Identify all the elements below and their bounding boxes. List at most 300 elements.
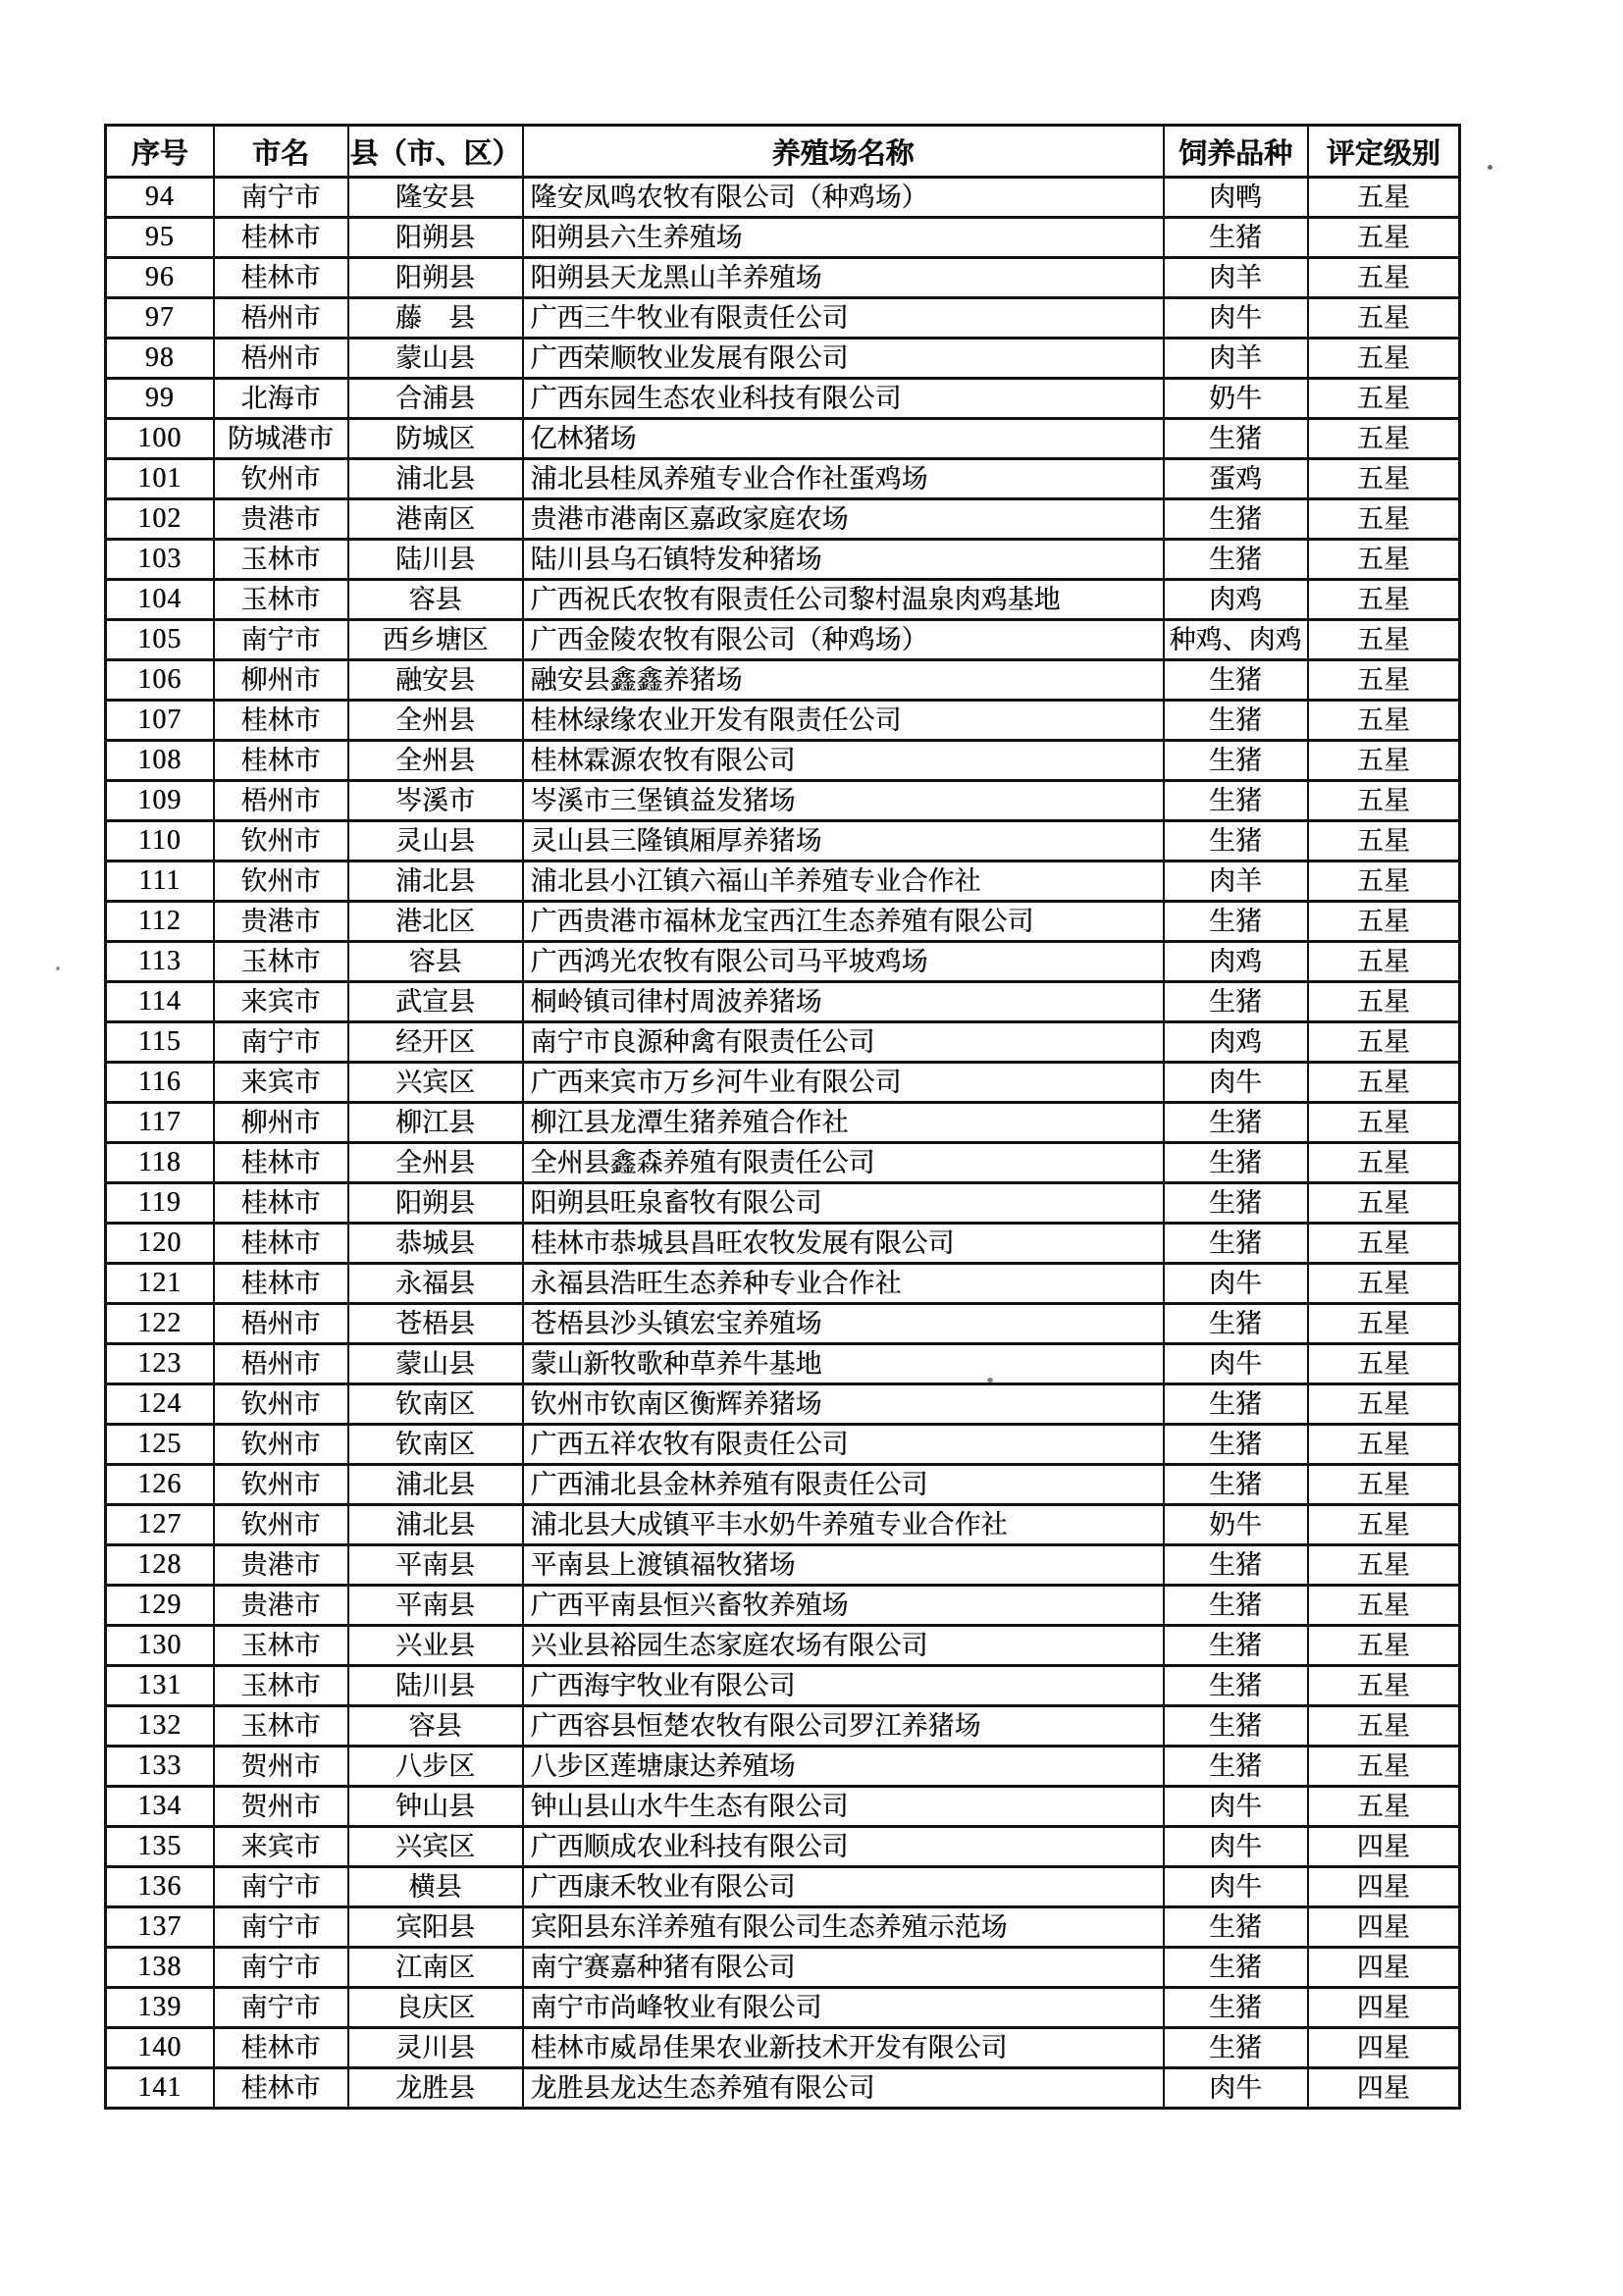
seq-cell: 130 xyxy=(106,1626,214,1666)
seq-cell: 101 xyxy=(106,459,214,499)
farm-name-cell: 隆安凤鸣农牧有限公司（种鸡场） xyxy=(523,178,1164,218)
farm-name-cell: 桐岭镇司律村周波养猪场 xyxy=(523,982,1164,1022)
county-cell: 蒙山县 xyxy=(348,1344,523,1384)
col-header-species: 饲养品种 xyxy=(1164,126,1308,178)
rating-cell: 五星 xyxy=(1308,1666,1460,1706)
species-cell: 生猪 xyxy=(1164,1626,1308,1666)
species-cell: 生猪 xyxy=(1164,1907,1308,1948)
seq-cell: 94 xyxy=(106,178,214,218)
county-cell: 全州县 xyxy=(348,701,523,741)
seq-cell: 97 xyxy=(106,298,214,339)
seq-cell: 95 xyxy=(106,218,214,258)
rating-cell: 五星 xyxy=(1308,1425,1460,1465)
rating-cell: 五星 xyxy=(1308,781,1460,821)
county-cell: 八步区 xyxy=(348,1747,523,1787)
farm-name-cell: 钦州市钦南区衡辉养猪场 xyxy=(523,1384,1164,1425)
table-row xyxy=(106,1787,1460,1827)
county-cell: 岑溪市 xyxy=(348,781,523,821)
farm-name-cell: 阳朔县旺泉畜牧有限公司 xyxy=(523,1183,1164,1224)
city-cell: 梧州市 xyxy=(214,1304,348,1344)
species-cell: 生猪 xyxy=(1164,2028,1308,2068)
farm-name-cell: 岑溪市三堡镇益发猪场 xyxy=(523,781,1164,821)
seq-cell: 103 xyxy=(106,540,214,580)
rating-cell: 五星 xyxy=(1308,1545,1460,1586)
species-cell: 肉鸡 xyxy=(1164,942,1308,982)
species-cell: 生猪 xyxy=(1164,1747,1308,1787)
farm-name-cell: 广西东园生态农业科技有限公司 xyxy=(523,379,1164,419)
rating-cell: 五星 xyxy=(1308,1626,1460,1666)
species-cell: 肉牛 xyxy=(1164,2068,1308,2109)
seq-cell: 100 xyxy=(106,419,214,459)
species-cell: 奶牛 xyxy=(1164,379,1308,419)
rating-cell: 五星 xyxy=(1308,298,1460,339)
seq-cell: 111 xyxy=(106,861,214,902)
city-cell: 桂林市 xyxy=(214,2068,348,2109)
farm-name-cell: 蒙山新牧歌种草养牛基地 xyxy=(523,1344,1164,1384)
county-cell: 浦北县 xyxy=(348,459,523,499)
table-header-row xyxy=(106,126,1460,178)
table-row xyxy=(106,2028,1460,2068)
farm-rating-table xyxy=(104,124,1461,2110)
county-cell: 全州县 xyxy=(348,1143,523,1183)
table-row xyxy=(106,1344,1460,1384)
rating-cell: 五星 xyxy=(1308,339,1460,379)
farm-name-cell: 浦北县大成镇平丰水奶牛养殖专业合作社 xyxy=(523,1505,1164,1545)
county-cell: 钟山县 xyxy=(348,1787,523,1827)
scan-speck xyxy=(1488,165,1492,170)
table-row xyxy=(106,1465,1460,1505)
seq-cell: 124 xyxy=(106,1384,214,1425)
rating-cell: 五星 xyxy=(1308,1787,1460,1827)
species-cell: 生猪 xyxy=(1164,1948,1308,1988)
table-row xyxy=(106,258,1460,298)
rating-cell: 四星 xyxy=(1308,1948,1460,1988)
city-cell: 柳州市 xyxy=(214,660,348,701)
rating-cell: 五星 xyxy=(1308,1465,1460,1505)
farm-name-cell: 广西容县恒楚农牧有限公司罗江养猪场 xyxy=(523,1706,1164,1747)
table-row xyxy=(106,2068,1460,2109)
col-header-rating: 评定级别 xyxy=(1308,126,1460,178)
county-cell: 陆川县 xyxy=(348,1666,523,1706)
table-row xyxy=(106,1103,1460,1143)
rating-cell: 四星 xyxy=(1308,1867,1460,1907)
col-header-county: 县（市、区） xyxy=(348,126,523,178)
county-cell: 龙胜县 xyxy=(348,2068,523,2109)
city-cell: 玉林市 xyxy=(214,1666,348,1706)
farm-name-cell: 阳朔县六生养殖场 xyxy=(523,218,1164,258)
table-row xyxy=(106,298,1460,339)
county-cell: 阳朔县 xyxy=(348,258,523,298)
species-cell: 生猪 xyxy=(1164,1304,1308,1344)
rating-cell: 五星 xyxy=(1308,1706,1460,1747)
county-cell: 合浦县 xyxy=(348,379,523,419)
farm-name-cell: 桂林霖源农牧有限公司 xyxy=(523,741,1164,781)
county-cell: 永福县 xyxy=(348,1264,523,1304)
farm-name-cell: 宾阳县东洋养殖有限公司生态养殖示范场 xyxy=(523,1907,1164,1948)
city-cell: 贵港市 xyxy=(214,499,348,540)
seq-cell: 114 xyxy=(106,982,214,1022)
seq-cell: 125 xyxy=(106,1425,214,1465)
city-cell: 梧州市 xyxy=(214,339,348,379)
rating-cell: 五星 xyxy=(1308,1022,1460,1063)
table-row xyxy=(106,982,1460,1022)
city-cell: 钦州市 xyxy=(214,821,348,861)
species-cell: 生猪 xyxy=(1164,781,1308,821)
table-row xyxy=(106,379,1460,419)
rating-cell: 五星 xyxy=(1308,459,1460,499)
species-cell: 肉牛 xyxy=(1164,298,1308,339)
county-cell: 港南区 xyxy=(348,499,523,540)
county-cell: 兴业县 xyxy=(348,1626,523,1666)
county-cell: 兴宾区 xyxy=(348,1827,523,1867)
seq-cell: 96 xyxy=(106,258,214,298)
rating-cell: 五星 xyxy=(1308,258,1460,298)
table-row xyxy=(106,1425,1460,1465)
city-cell: 桂林市 xyxy=(214,258,348,298)
county-cell: 经开区 xyxy=(348,1022,523,1063)
farm-name-cell: 平南县上渡镇福牧猪场 xyxy=(523,1545,1164,1586)
table-row xyxy=(106,419,1460,459)
seq-cell: 141 xyxy=(106,2068,214,2109)
species-cell: 肉鸭 xyxy=(1164,178,1308,218)
seq-cell: 118 xyxy=(106,1143,214,1183)
seq-cell: 122 xyxy=(106,1304,214,1344)
farm-name-cell: 龙胜县龙达生态养殖有限公司 xyxy=(523,2068,1164,2109)
species-cell: 生猪 xyxy=(1164,660,1308,701)
farm-name-cell: 南宁市良源种禽有限责任公司 xyxy=(523,1022,1164,1063)
seq-cell: 123 xyxy=(106,1344,214,1384)
city-cell: 钦州市 xyxy=(214,1505,348,1545)
seq-cell: 138 xyxy=(106,1948,214,1988)
farm-name-cell: 陆川县乌石镇特发种猪场 xyxy=(523,540,1164,580)
county-cell: 陆川县 xyxy=(348,540,523,580)
city-cell: 梧州市 xyxy=(214,1344,348,1384)
farm-name-cell: 灵山县三隆镇厢厚养猪场 xyxy=(523,821,1164,861)
farm-name-cell: 广西荣顺牧业发展有限公司 xyxy=(523,339,1164,379)
county-cell: 浦北县 xyxy=(348,861,523,902)
table-row xyxy=(106,218,1460,258)
rating-cell: 五星 xyxy=(1308,1747,1460,1787)
species-cell: 种鸡、肉鸡 xyxy=(1164,620,1308,660)
farm-name-cell: 广西浦北县金林养殖有限责任公司 xyxy=(523,1465,1164,1505)
county-cell: 阳朔县 xyxy=(348,218,523,258)
seq-cell: 98 xyxy=(106,339,214,379)
table-row xyxy=(106,1545,1460,1586)
city-cell: 来宾市 xyxy=(214,1063,348,1103)
table-row xyxy=(106,580,1460,620)
seq-cell: 137 xyxy=(106,1907,214,1948)
county-cell: 武宣县 xyxy=(348,982,523,1022)
farm-name-cell: 亿林猪场 xyxy=(523,419,1164,459)
county-cell: 横县 xyxy=(348,1867,523,1907)
table-row xyxy=(106,1988,1460,2028)
city-cell: 桂林市 xyxy=(214,1224,348,1264)
city-cell: 南宁市 xyxy=(214,1988,348,2028)
city-cell: 桂林市 xyxy=(214,1143,348,1183)
farm-name-cell: 阳朔县天龙黑山羊养殖场 xyxy=(523,258,1164,298)
farm-name-cell: 永福县浩旺生态养种专业合作社 xyxy=(523,1264,1164,1304)
seq-cell: 135 xyxy=(106,1827,214,1867)
city-cell: 玉林市 xyxy=(214,580,348,620)
farm-name-cell: 广西三牛牧业有限责任公司 xyxy=(523,298,1164,339)
farm-name-cell: 融安县鑫鑫养猪场 xyxy=(523,660,1164,701)
seq-cell: 115 xyxy=(106,1022,214,1063)
county-cell: 苍梧县 xyxy=(348,1304,523,1344)
table-row xyxy=(106,741,1460,781)
seq-cell: 110 xyxy=(106,821,214,861)
county-cell: 良庆区 xyxy=(348,1988,523,2028)
table-row xyxy=(106,1827,1460,1867)
table-row xyxy=(106,1626,1460,1666)
farm-name-cell: 广西平南县恒兴畜牧养殖场 xyxy=(523,1586,1164,1626)
rating-cell: 五星 xyxy=(1308,660,1460,701)
seq-cell: 105 xyxy=(106,620,214,660)
city-cell: 贺州市 xyxy=(214,1787,348,1827)
farm-name-cell: 广西五祥农牧有限责任公司 xyxy=(523,1425,1164,1465)
city-cell: 钦州市 xyxy=(214,1465,348,1505)
city-cell: 钦州市 xyxy=(214,459,348,499)
rating-cell: 五星 xyxy=(1308,1384,1460,1425)
seq-cell: 127 xyxy=(106,1505,214,1545)
col-header-city: 市名 xyxy=(214,126,348,178)
farm-name-cell: 广西鸿光农牧有限公司马平坡鸡场 xyxy=(523,942,1164,982)
rating-cell: 五星 xyxy=(1308,982,1460,1022)
table-row xyxy=(106,499,1460,540)
seq-cell: 139 xyxy=(106,1988,214,2028)
col-header-seq: 序号 xyxy=(106,126,214,178)
table-row xyxy=(106,459,1460,499)
rating-cell: 五星 xyxy=(1308,419,1460,459)
rating-cell: 五星 xyxy=(1308,942,1460,982)
farm-name-cell: 广西金陵农牧有限公司（种鸡场） xyxy=(523,620,1164,660)
rating-cell: 五星 xyxy=(1308,1143,1460,1183)
farm-name-cell: 桂林市恭城县昌旺农牧发展有限公司 xyxy=(523,1224,1164,1264)
table-row xyxy=(106,701,1460,741)
species-cell: 肉鸡 xyxy=(1164,580,1308,620)
farm-name-cell: 南宁赛嘉种猪有限公司 xyxy=(523,1948,1164,1988)
table-row xyxy=(106,1867,1460,1907)
species-cell: 肉牛 xyxy=(1164,1264,1308,1304)
city-cell: 来宾市 xyxy=(214,982,348,1022)
rating-cell: 五星 xyxy=(1308,1344,1460,1384)
rating-cell: 五星 xyxy=(1308,1304,1460,1344)
table-row xyxy=(106,1022,1460,1063)
rating-cell: 五星 xyxy=(1308,1063,1460,1103)
seq-cell: 126 xyxy=(106,1465,214,1505)
species-cell: 生猪 xyxy=(1164,1988,1308,2028)
city-cell: 钦州市 xyxy=(214,861,348,902)
city-cell: 桂林市 xyxy=(214,2028,348,2068)
city-cell: 梧州市 xyxy=(214,298,348,339)
city-cell: 桂林市 xyxy=(214,1183,348,1224)
city-cell: 玉林市 xyxy=(214,1626,348,1666)
city-cell: 梧州市 xyxy=(214,781,348,821)
county-cell: 钦南区 xyxy=(348,1425,523,1465)
species-cell: 肉鸡 xyxy=(1164,1022,1308,1063)
city-cell: 来宾市 xyxy=(214,1827,348,1867)
species-cell: 蛋鸡 xyxy=(1164,459,1308,499)
species-cell: 生猪 xyxy=(1164,1384,1308,1425)
species-cell: 生猪 xyxy=(1164,982,1308,1022)
farm-name-cell: 八步区莲塘康达养殖场 xyxy=(523,1747,1164,1787)
table-row xyxy=(106,178,1460,218)
city-cell: 桂林市 xyxy=(214,218,348,258)
seq-cell: 120 xyxy=(106,1224,214,1264)
species-cell: 生猪 xyxy=(1164,1425,1308,1465)
species-cell: 肉羊 xyxy=(1164,339,1308,379)
farm-name-cell: 广西海宇牧业有限公司 xyxy=(523,1666,1164,1706)
table-row xyxy=(106,540,1460,580)
farm-name-cell: 南宁市尚峰牧业有限公司 xyxy=(523,1988,1164,2028)
species-cell: 生猪 xyxy=(1164,741,1308,781)
table-row xyxy=(106,1706,1460,1747)
county-cell: 灵山县 xyxy=(348,821,523,861)
species-cell: 生猪 xyxy=(1164,1143,1308,1183)
city-cell: 柳州市 xyxy=(214,1103,348,1143)
county-cell: 钦南区 xyxy=(348,1384,523,1425)
table-row xyxy=(106,902,1460,942)
rating-cell: 五星 xyxy=(1308,1183,1460,1224)
county-cell: 宾阳县 xyxy=(348,1907,523,1948)
seq-cell: 121 xyxy=(106,1264,214,1304)
city-cell: 南宁市 xyxy=(214,620,348,660)
county-cell: 容县 xyxy=(348,580,523,620)
farm-name-cell: 兴业县裕园生态家庭农场有限公司 xyxy=(523,1626,1164,1666)
rating-cell: 五星 xyxy=(1308,741,1460,781)
rating-cell: 五星 xyxy=(1308,701,1460,741)
table-row xyxy=(106,1747,1460,1787)
county-cell: 藤 县 xyxy=(348,298,523,339)
table-row xyxy=(106,1183,1460,1224)
seq-cell: 113 xyxy=(106,942,214,982)
rating-cell: 五星 xyxy=(1308,902,1460,942)
city-cell: 钦州市 xyxy=(214,1425,348,1465)
col-header-farm: 养殖场名称 xyxy=(523,126,1164,178)
species-cell: 肉羊 xyxy=(1164,258,1308,298)
seq-cell: 136 xyxy=(106,1867,214,1907)
table-row xyxy=(106,1666,1460,1706)
seq-cell: 128 xyxy=(106,1545,214,1586)
county-cell: 西乡塘区 xyxy=(348,620,523,660)
city-cell: 钦州市 xyxy=(214,1384,348,1425)
seq-cell: 102 xyxy=(106,499,214,540)
city-cell: 贵港市 xyxy=(214,1545,348,1586)
city-cell: 玉林市 xyxy=(214,942,348,982)
species-cell: 生猪 xyxy=(1164,902,1308,942)
county-cell: 平南县 xyxy=(348,1586,523,1626)
city-cell: 桂林市 xyxy=(214,1264,348,1304)
table-row xyxy=(106,1384,1460,1425)
species-cell: 肉牛 xyxy=(1164,1787,1308,1827)
species-cell: 肉羊 xyxy=(1164,861,1308,902)
rating-cell: 五星 xyxy=(1308,1224,1460,1264)
rating-cell: 五星 xyxy=(1308,540,1460,580)
table-row xyxy=(106,1586,1460,1626)
county-cell: 港北区 xyxy=(348,902,523,942)
rating-cell: 五星 xyxy=(1308,218,1460,258)
county-cell: 隆安县 xyxy=(348,178,523,218)
table-row xyxy=(106,620,1460,660)
species-cell: 肉牛 xyxy=(1164,1867,1308,1907)
table-row xyxy=(106,1304,1460,1344)
species-cell: 肉牛 xyxy=(1164,1344,1308,1384)
farm-name-cell: 苍梧县沙头镇宏宝养殖场 xyxy=(523,1304,1164,1344)
city-cell: 南宁市 xyxy=(214,1907,348,1948)
seq-cell: 116 xyxy=(106,1063,214,1103)
seq-cell: 107 xyxy=(106,701,214,741)
farm-name-cell: 广西贵港市福林龙宝西江生态养殖有限公司 xyxy=(523,902,1164,942)
farm-name-cell: 浦北县桂凤养殖专业合作社蛋鸡场 xyxy=(523,459,1164,499)
rating-cell: 四星 xyxy=(1308,2028,1460,2068)
county-cell: 浦北县 xyxy=(348,1505,523,1545)
table-row xyxy=(106,1224,1460,1264)
rating-cell: 五星 xyxy=(1308,499,1460,540)
city-cell: 桂林市 xyxy=(214,741,348,781)
table-row xyxy=(106,1907,1460,1948)
seq-cell: 117 xyxy=(106,1103,214,1143)
species-cell: 生猪 xyxy=(1164,1183,1308,1224)
farm-name-cell: 浦北县小江镇六福山羊养殖专业合作社 xyxy=(523,861,1164,902)
city-cell: 南宁市 xyxy=(214,1867,348,1907)
city-cell: 贵港市 xyxy=(214,1586,348,1626)
county-cell: 防城区 xyxy=(348,419,523,459)
seq-cell: 132 xyxy=(106,1706,214,1747)
seq-cell: 112 xyxy=(106,902,214,942)
scan-speck xyxy=(56,966,60,970)
county-cell: 容县 xyxy=(348,1706,523,1747)
county-cell: 兴宾区 xyxy=(348,1063,523,1103)
city-cell: 南宁市 xyxy=(214,178,348,218)
city-cell: 玉林市 xyxy=(214,1706,348,1747)
seq-cell: 104 xyxy=(106,580,214,620)
species-cell: 生猪 xyxy=(1164,1666,1308,1706)
rating-cell: 四星 xyxy=(1308,1907,1460,1948)
farm-name-cell: 全州县鑫森养殖有限责任公司 xyxy=(523,1143,1164,1183)
county-cell: 蒙山县 xyxy=(348,339,523,379)
county-cell: 融安县 xyxy=(348,660,523,701)
species-cell: 肉牛 xyxy=(1164,1063,1308,1103)
seq-cell: 133 xyxy=(106,1747,214,1787)
rating-cell: 五星 xyxy=(1308,1103,1460,1143)
table-row xyxy=(106,942,1460,982)
county-cell: 容县 xyxy=(348,942,523,982)
table-row xyxy=(106,1948,1460,1988)
species-cell: 生猪 xyxy=(1164,1224,1308,1264)
species-cell: 生猪 xyxy=(1164,218,1308,258)
rating-cell: 五星 xyxy=(1308,1264,1460,1304)
county-cell: 全州县 xyxy=(348,741,523,781)
city-cell: 玉林市 xyxy=(214,540,348,580)
rating-cell: 四星 xyxy=(1308,1988,1460,2028)
rating-cell: 五星 xyxy=(1308,861,1460,902)
county-cell: 平南县 xyxy=(348,1545,523,1586)
table-row xyxy=(106,861,1460,902)
city-cell: 贵港市 xyxy=(214,902,348,942)
species-cell: 奶牛 xyxy=(1164,1505,1308,1545)
table-row xyxy=(106,660,1460,701)
species-cell: 生猪 xyxy=(1164,1586,1308,1626)
species-cell: 生猪 xyxy=(1164,1545,1308,1586)
scan-speck xyxy=(987,1378,993,1383)
seq-cell: 129 xyxy=(106,1586,214,1626)
table-row xyxy=(106,821,1460,861)
rating-cell: 五星 xyxy=(1308,821,1460,861)
farm-name-cell: 广西康禾牧业有限公司 xyxy=(523,1867,1164,1907)
farm-name-cell: 钟山县山水牛生态有限公司 xyxy=(523,1787,1164,1827)
seq-cell: 106 xyxy=(106,660,214,701)
rating-cell: 四星 xyxy=(1308,1827,1460,1867)
species-cell: 生猪 xyxy=(1164,821,1308,861)
